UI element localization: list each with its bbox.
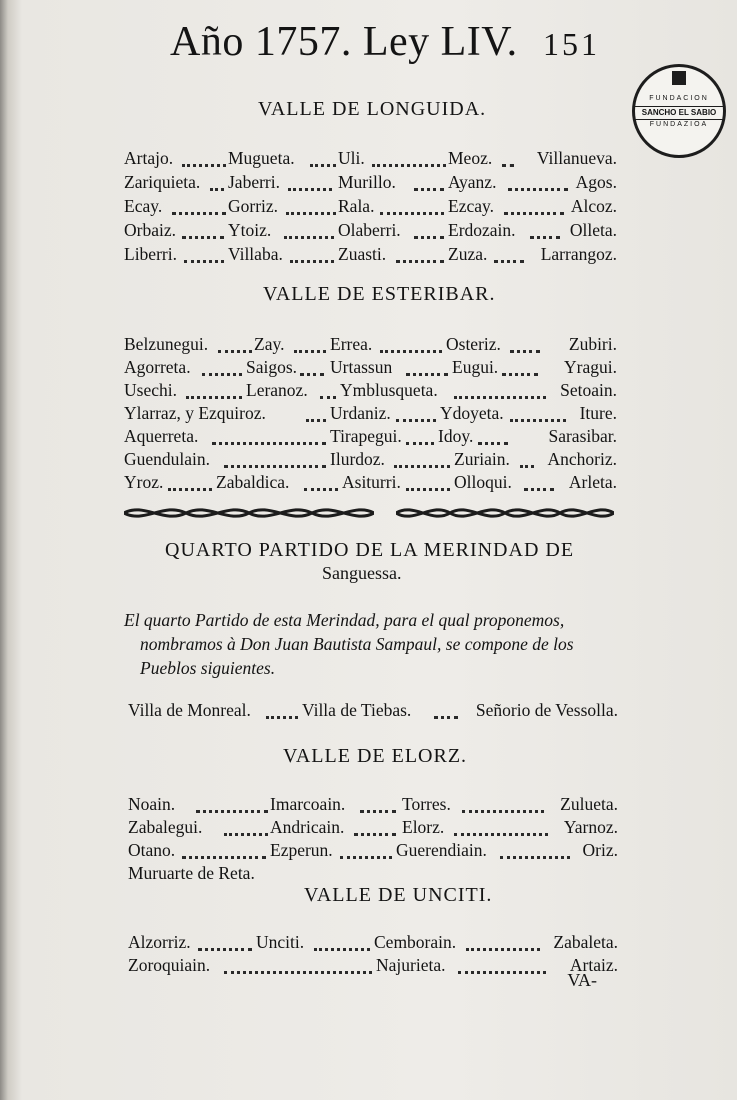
dot-leader: [510, 334, 540, 353]
dot-leader: [500, 840, 570, 859]
dot-leader: [394, 449, 450, 468]
place-name: Torres.: [402, 794, 451, 814]
dot-leader: [372, 148, 446, 167]
place-name: Zay.: [254, 334, 285, 354]
dot-leader: [286, 196, 336, 215]
place-name: Artaiz.: [569, 955, 618, 975]
dot-leader: [290, 244, 334, 263]
dot-leader: [494, 244, 524, 263]
dot-leader: [508, 172, 568, 191]
dot-leader: [478, 426, 508, 445]
tower-icon: [672, 71, 686, 85]
dot-leader: [340, 840, 392, 859]
place-name: Murillo.: [338, 172, 396, 192]
dot-leader: [524, 472, 554, 491]
place-name: Larrangoz.: [540, 244, 617, 264]
table-row: [128, 840, 618, 864]
dot-leader: [172, 196, 226, 215]
place-name: Zabalegui.: [128, 817, 203, 837]
place-name: Otano.: [128, 840, 176, 860]
section-heading-longuida: VALLE DE LONGUIDA.: [258, 98, 487, 120]
place-name: Agos.: [575, 172, 617, 192]
place-name: Elorz.: [402, 817, 445, 837]
place-name: Zariquieta.: [124, 172, 201, 192]
place-name: Osteriz.: [446, 334, 501, 354]
dot-leader: [212, 426, 326, 445]
place-name: Zabaleta.: [553, 932, 618, 952]
place-name: Zubiri.: [568, 334, 617, 354]
place-name: Agorreta.: [124, 357, 191, 377]
place-name: Setoain.: [560, 380, 617, 400]
place-name: Iture.: [579, 403, 617, 423]
dot-leader: [510, 403, 566, 422]
place-name: Yarnoz.: [563, 817, 618, 837]
dot-leader: [182, 840, 266, 859]
place-name: Ytoiz.: [228, 220, 272, 240]
place-name: Señorio de Vessolla.: [475, 700, 618, 720]
place-name: Ecay.: [124, 196, 163, 216]
dot-leader: [504, 196, 564, 215]
dot-leader: [320, 380, 336, 399]
intro-line: El quarto Partido de esta Merindad, para el qual proponemos,: [124, 610, 565, 630]
place-name: Yroz.: [124, 472, 164, 492]
place-name: Zabaldica.: [216, 472, 290, 492]
place-name: Alcoz.: [570, 196, 617, 216]
place-name: Yragui.: [564, 357, 617, 377]
table-row: [124, 244, 617, 268]
dot-leader: [454, 380, 546, 399]
dot-leader: [224, 817, 268, 836]
dot-leader: [288, 172, 332, 191]
place-name: Ylarraz, y Ezquiroz.: [124, 403, 266, 423]
dot-leader: [414, 172, 444, 191]
place-name: Andricain.: [270, 817, 345, 837]
section-heading-unciti: VALLE DE UNCITI.: [304, 884, 493, 906]
place-name: Guendulain.: [124, 449, 211, 469]
dot-leader: [314, 932, 370, 951]
place-name: Erdozain.: [448, 220, 516, 240]
table-row: [124, 357, 617, 381]
table-row: [128, 955, 618, 979]
dot-leader: [354, 817, 396, 836]
section-heading-elorz: VALLE DE ELORZ.: [283, 745, 468, 767]
dot-leader: [502, 357, 538, 376]
place-name: Uli.: [338, 148, 365, 168]
place-name: Gorriz.: [228, 196, 279, 216]
place-name: Zulueta.: [560, 794, 618, 814]
place-name: Cemborain.: [374, 932, 457, 952]
table-row: [128, 817, 618, 841]
place-name: Arleta.: [568, 472, 617, 492]
dot-leader: [406, 426, 434, 445]
dot-leader: [202, 357, 242, 376]
dot-leader: [380, 334, 442, 353]
dot-leader: [360, 794, 396, 813]
dot-leader: [196, 794, 268, 813]
section-subheading-quarto: Sanguessa.: [322, 563, 402, 583]
intro-line: Pueblos siguientes.: [140, 658, 276, 678]
place-name: Alzorriz.: [128, 932, 191, 952]
section-heading-quarto: QUARTO PARTIDO DE LA MERINDAD DE: [165, 539, 575, 561]
place-name: Leranoz.: [246, 380, 308, 400]
table-row: [128, 700, 618, 724]
dot-leader: [406, 357, 448, 376]
place-name: Ydoyeta.: [440, 403, 504, 423]
page-number: 151: [543, 26, 600, 62]
table-row: [124, 220, 617, 244]
place-name: Unciti.: [256, 932, 305, 952]
table-row: [124, 449, 617, 473]
stamp-top-text: FUNDACION: [649, 95, 709, 102]
place-name: Villaba.: [228, 244, 283, 264]
table-row: [128, 794, 618, 818]
dot-leader: [210, 172, 224, 191]
place-name: Orbaiz.: [124, 220, 176, 240]
ornament-left: [124, 502, 374, 524]
dot-leader: [294, 334, 326, 353]
place-name: Anchoriz.: [547, 449, 617, 469]
place-name: Olleta.: [569, 220, 617, 240]
place-name: Ezcay.: [448, 196, 494, 216]
place-name: Mugueta.: [228, 148, 295, 168]
dot-leader: [310, 148, 336, 167]
dot-leader: [406, 472, 450, 491]
place-name: Imarcoain.: [270, 794, 346, 814]
place-name: Najurieta.: [376, 955, 446, 975]
dot-leader: [414, 220, 444, 239]
place-name: Villa de Tiebas.: [302, 700, 412, 720]
place-name: Zuasti.: [338, 244, 387, 264]
ornament-right: [396, 502, 614, 524]
place-name: Villanueva.: [536, 148, 617, 168]
dot-leader: [304, 472, 338, 491]
dot-leader: [184, 244, 224, 263]
stamp-bottom-text: FUNDAZIOA: [649, 121, 709, 128]
place-name: Errea.: [330, 334, 373, 354]
dot-leader: [182, 220, 224, 239]
place-name: Belzunegui.: [124, 334, 209, 354]
place-name: Guerendiain.: [396, 840, 487, 860]
place-name: Muruarte de Reta.: [128, 863, 255, 883]
table-row: [124, 148, 617, 172]
place-name: Oriz.: [582, 840, 618, 860]
place-name: Zuza.: [448, 244, 488, 264]
dot-leader: [396, 403, 436, 422]
dot-leader: [284, 220, 334, 239]
place-name: Ayanz.: [448, 172, 497, 192]
place-name: Urdaniz.: [330, 403, 391, 423]
place-name: Olloqui.: [454, 472, 512, 492]
place-name: Saigos.: [246, 357, 298, 377]
dot-leader: [168, 472, 212, 491]
dot-leader: [224, 449, 326, 468]
place-name: Olaberri.: [338, 220, 401, 240]
place-name: Urtassun: [330, 357, 393, 377]
dot-leader: [462, 794, 544, 813]
running-title: Año 1757. Ley LIV.: [170, 19, 518, 65]
dot-leader: [266, 700, 298, 719]
table-row: [124, 426, 617, 450]
place-name: Villa de Monreal.: [128, 700, 251, 720]
place-name: Ilurdoz.: [330, 449, 385, 469]
intro-line: nombramos à Don Juan Bautista Sampaul, se compone de los: [140, 634, 574, 654]
place-name: Usechi.: [124, 380, 177, 400]
dot-leader: [380, 196, 444, 215]
dot-leader: [458, 955, 546, 974]
place-name: Jaberri.: [228, 172, 280, 192]
dot-leader: [300, 357, 324, 376]
place-name: Sarasibar.: [548, 426, 617, 446]
place-name: Liberri.: [124, 244, 177, 264]
place-name: Rala.: [338, 196, 375, 216]
dot-leader: [520, 449, 534, 468]
place-name: Idoy.: [438, 426, 474, 446]
dot-leader: [466, 932, 540, 951]
table-row: [124, 172, 617, 196]
dot-leader: [218, 334, 252, 353]
place-name: Asiturri.: [342, 472, 401, 492]
place-name: Ezperun.: [270, 840, 333, 860]
section-heading-esteribar: VALLE DE ESTERIBAR.: [263, 283, 496, 305]
dot-leader: [396, 244, 444, 263]
place-name: Eugui.: [452, 357, 499, 377]
table-row: [124, 334, 617, 358]
dot-leader: [186, 380, 242, 399]
dot-leader: [454, 817, 548, 836]
place-name: Ymblusqueta.: [340, 380, 438, 400]
place-name: Zoroquiain.: [128, 955, 211, 975]
table-row: [124, 472, 617, 496]
library-stamp: [632, 64, 726, 158]
table-row: [124, 403, 617, 427]
place-name: Aquerreta.: [124, 426, 199, 446]
place-name: Tirapegui.: [330, 426, 402, 446]
table-row: [124, 380, 617, 404]
dot-leader: [530, 220, 560, 239]
table-row: [124, 196, 617, 220]
place-name: Zuriain.: [454, 449, 510, 469]
catchword: VA-: [567, 970, 597, 990]
place-name: Artajo.: [124, 148, 174, 168]
dot-leader: [198, 932, 252, 951]
dot-leader: [502, 148, 514, 167]
page-header: [170, 18, 600, 78]
place-name: Meoz.: [448, 148, 493, 168]
dot-leader: [182, 148, 226, 167]
table-row: [128, 932, 618, 956]
place-name: Noain.: [128, 794, 176, 814]
dot-leader: [224, 955, 372, 974]
stamp-middle-text: SANCHO EL SABIO: [635, 106, 723, 120]
dot-leader: [306, 403, 326, 422]
dot-leader: [434, 700, 458, 719]
